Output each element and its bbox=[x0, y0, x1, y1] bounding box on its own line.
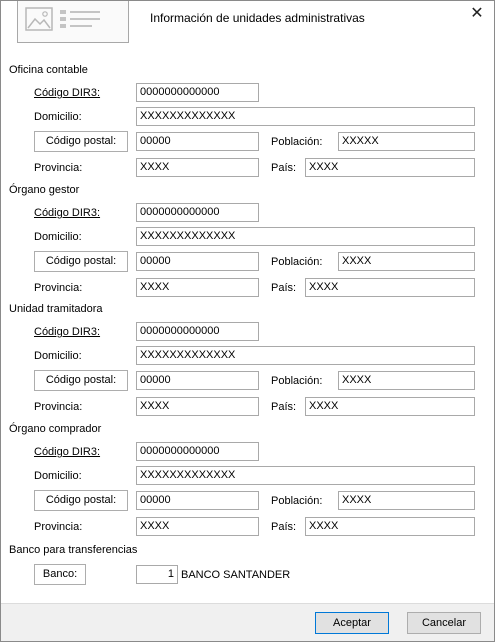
domicilio-label: Domicilio: bbox=[34, 350, 82, 362]
provincia-label: Provincia: bbox=[34, 401, 83, 413]
domicilio-field[interactable]: XXXXXXXXXXXXX bbox=[136, 107, 475, 126]
dir3-label[interactable]: Código DIR3: bbox=[34, 446, 101, 458]
pais-field[interactable]: XXXX bbox=[305, 517, 475, 536]
provincia-label: Provincia: bbox=[34, 162, 83, 174]
dir3-label[interactable]: Código DIR3: bbox=[34, 326, 101, 338]
dir3-field[interactable]: 0000000000000 bbox=[136, 442, 259, 461]
codigo-postal-button[interactable]: Código postal: bbox=[34, 131, 128, 152]
domicilio-field[interactable]: XXXXXXXXXXXXX bbox=[136, 227, 475, 246]
domicilio-label: Domicilio: bbox=[34, 470, 82, 482]
cancel-button[interactable]: Cancelar bbox=[407, 612, 481, 634]
section-title-banco: Banco para transferencias bbox=[9, 544, 138, 556]
banco-number-field[interactable]: 1 bbox=[136, 565, 178, 584]
poblacion-label: Población: bbox=[271, 495, 323, 507]
codigo-postal-field[interactable]: 00000 bbox=[136, 132, 259, 151]
pais-label: País: bbox=[271, 162, 297, 174]
poblacion-field[interactable]: XXXX bbox=[338, 371, 475, 390]
dir3-field[interactable]: 0000000000000 bbox=[136, 203, 259, 222]
poblacion-field[interactable]: XXXX bbox=[338, 491, 475, 510]
dir3-label[interactable]: Código DIR3: bbox=[34, 207, 101, 219]
provincia-field[interactable]: XXXX bbox=[136, 517, 259, 536]
domicilio-label: Domicilio: bbox=[34, 111, 82, 123]
document-card-icon bbox=[17, 1, 129, 43]
codigo-postal-button[interactable]: Código postal: bbox=[34, 490, 128, 511]
dialog-footer bbox=[1, 603, 494, 641]
dialog-title: Información de unidades administrativas bbox=[150, 11, 365, 25]
close-icon: ✕ bbox=[470, 5, 484, 22]
pais-label: País: bbox=[271, 401, 297, 413]
provincia-label: Provincia: bbox=[34, 521, 83, 533]
section-title-unidad-tramitadora: Unidad tramitadora bbox=[9, 303, 103, 315]
close-button[interactable] bbox=[466, 4, 488, 24]
poblacion-label: Población: bbox=[271, 136, 323, 148]
dir3-label[interactable]: Código DIR3: bbox=[34, 87, 101, 99]
accept-button[interactable]: Aceptar bbox=[315, 612, 389, 634]
codigo-postal-field[interactable]: 00000 bbox=[136, 491, 259, 510]
provincia-field[interactable]: XXXX bbox=[136, 158, 259, 177]
section-title-organo-comprador: Órgano comprador bbox=[9, 423, 102, 435]
codigo-postal-field[interactable]: 00000 bbox=[136, 252, 259, 271]
domicilio-field[interactable]: XXXXXXXXXXXXX bbox=[136, 466, 475, 485]
provincia-field[interactable]: XXXX bbox=[136, 397, 259, 416]
provincia-field[interactable]: XXXX bbox=[136, 278, 259, 297]
poblacion-label: Población: bbox=[271, 375, 323, 387]
pais-field[interactable]: XXXX bbox=[305, 158, 475, 177]
codigo-postal-button[interactable]: Código postal: bbox=[34, 370, 128, 391]
pais-field[interactable]: XXXX bbox=[305, 278, 475, 297]
provincia-label: Provincia: bbox=[34, 282, 83, 294]
domicilio-label: Domicilio: bbox=[34, 231, 82, 243]
poblacion-field[interactable]: XXXX bbox=[338, 252, 475, 271]
banco-name: BANCO SANTANDER bbox=[181, 569, 291, 581]
pais-label: País: bbox=[271, 282, 297, 294]
dialog-header bbox=[1, 1, 494, 45]
codigo-postal-button[interactable]: Código postal: bbox=[34, 251, 128, 272]
poblacion-label: Población: bbox=[271, 256, 323, 268]
section-title-oficina-contable: Oficina contable bbox=[9, 64, 88, 76]
codigo-postal-field[interactable]: 00000 bbox=[136, 371, 259, 390]
section-title-organo-gestor: Órgano gestor bbox=[9, 184, 80, 196]
domicilio-field[interactable]: XXXXXXXXXXXXX bbox=[136, 346, 475, 365]
dir3-field[interactable]: 0000000000000 bbox=[136, 83, 259, 102]
poblacion-field[interactable]: XXXXX bbox=[338, 132, 475, 151]
pais-label: País: bbox=[271, 521, 297, 533]
dir3-field[interactable]: 0000000000000 bbox=[136, 322, 259, 341]
banco-button[interactable]: Banco: bbox=[34, 564, 86, 585]
pais-field[interactable]: XXXX bbox=[305, 397, 475, 416]
